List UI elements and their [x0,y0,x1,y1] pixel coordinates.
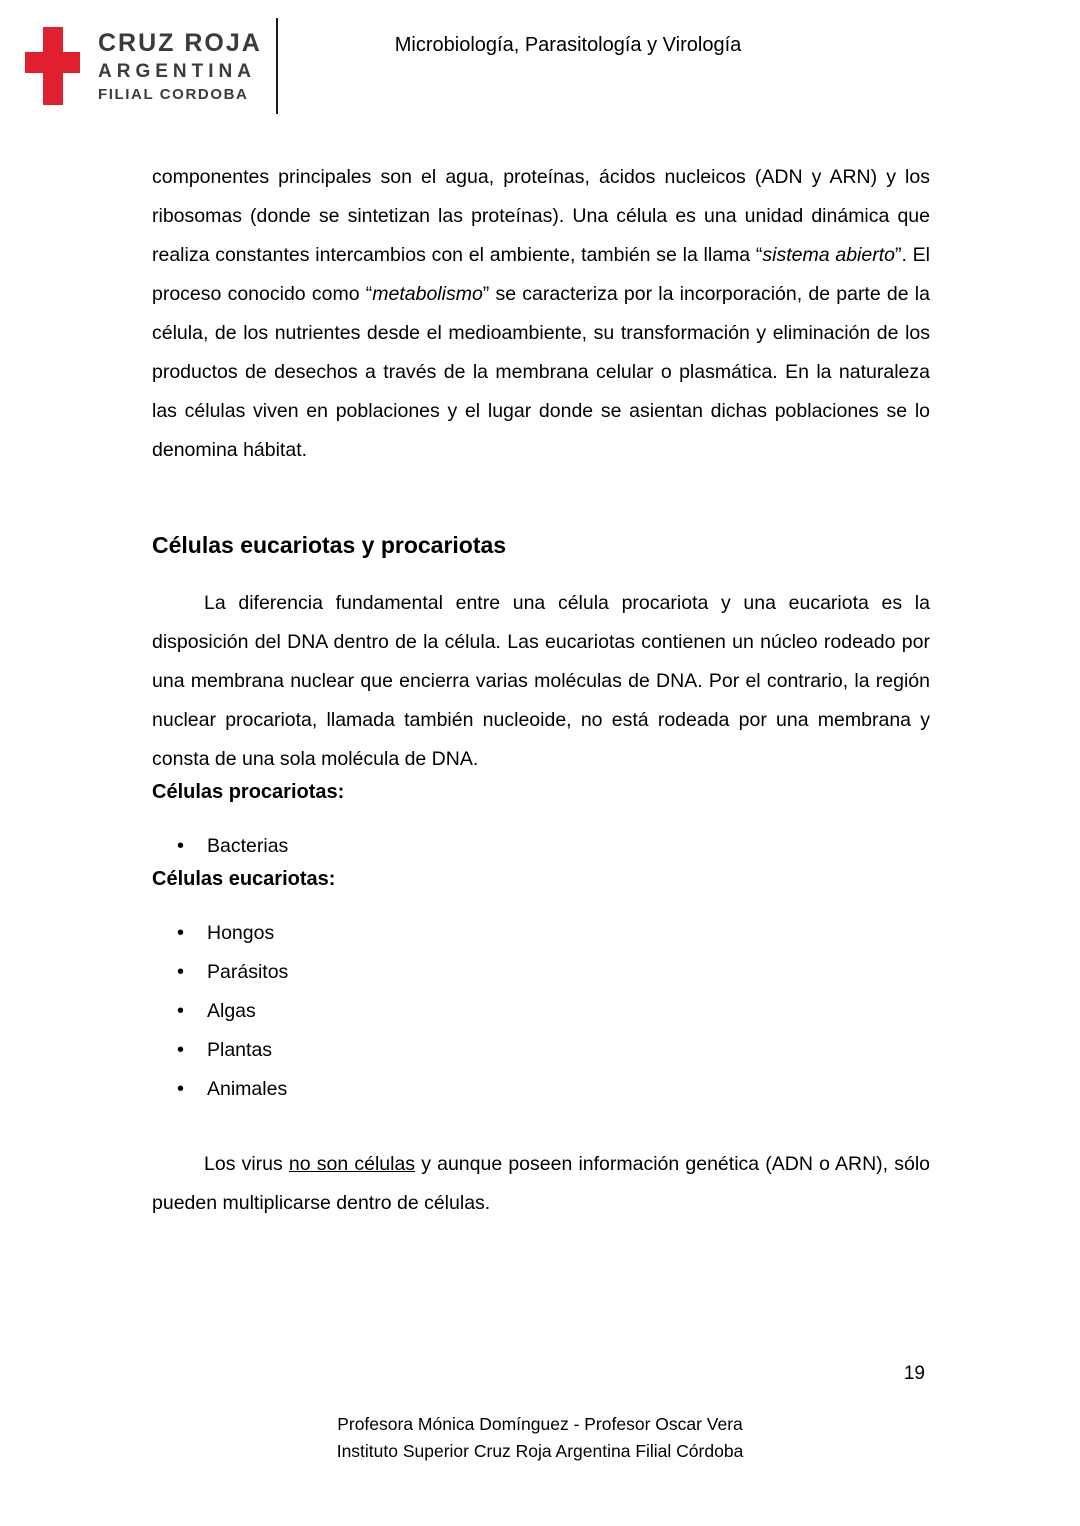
paragraph-virus [152,1145,930,1223]
subheading-eucariotas: Células eucariotas: [152,868,336,890]
document-title: Microbiología, Parasitología y Virología [394,34,742,56]
list-item-label: Plantas [207,1039,273,1061]
logo-line-cruz-roja: CRUZ ROJA [98,28,262,57]
list-eucariotas [152,914,930,1109]
list-item-bacterias [152,827,930,866]
list-item-label: Bacterias [207,835,289,857]
paragraph-text: ” se caracteriza por la incorporación, de parte de la célula, de los nutrientes desde el medioambiente, su transformación y eliminación de los productos de desechos a través de la membrana celular o plasmática. En la naturaleza las células viven en poblaciones y el lugar donde se asientan dichas poblaciones se lo denomina hábitat. [152,283,930,461]
italic-sistema-abierto: sistema abierto [762,244,895,266]
paragraph-text: Los virus [204,1153,289,1175]
list-item-label: Parásitos [207,961,289,983]
underlined-no-son-celulas: no son células [288,1153,416,1175]
bullet-icon: • [177,1000,185,1022]
list-item-label: Hongos [207,922,275,944]
list-item-plantas [152,1031,930,1070]
logo-line-filial-cordoba: FILIAL CORDOBA [98,85,249,103]
subheading-procariotas: Células procariotas: [152,781,345,803]
bullet-icon: • [177,1078,185,1100]
red-cross-icon [25,27,80,105]
logo-line-argentina: ARGENTINA [98,60,256,82]
list-item-animales [152,1070,930,1109]
bullet-icon: • [177,835,185,857]
paragraph-text: ”. El proceso conocido como “ [152,244,930,305]
page-footer [0,1411,1080,1465]
bullet-icon: • [177,1039,185,1061]
italic-metabolismo: metabolismo [372,283,483,305]
paragraph-dna-difference: La diferencia fundamental entre una célula procariota y una eucariota es la disposición del DNA dentro de la célula. Las eucariotas contienen un núcleo rodeado por una membrana nuclear que encierra varias moléculas de DNA. Por el contrario, la región nuclear procariota, llamada también nucleoide, no está rodeada por una membrana y consta de una sola molécula de DNA. [152,592,930,770]
footer-line-professors: Profesora Mónica Domínguez - Profesor Oscar Vera [337,1414,743,1434]
footer-line-institute: Instituto Superior Cruz Roja Argentina Filial Córdoba [336,1441,744,1461]
list-item-label: Animales [207,1078,288,1100]
paragraph-text: y aunque poseen información genética (ADN o ARN), sólo pueden multiplicarse dentro de células. [152,1153,931,1214]
red-cross-horizontal-bar [25,52,80,73]
list-item-algas [152,992,930,1031]
list-procariotas [152,827,930,866]
page-number: 19 [903,1363,925,1384]
section-heading-celulas: Células eucariotas y procariotas [152,532,507,558]
bullet-icon: • [177,922,185,944]
document-content [152,0,930,1223]
list-item-hongos [152,914,930,953]
list-item-label: Algas [207,1000,256,1022]
paragraph-cell-components [152,158,930,470]
paragraph-text: componentes principales son el agua, proteínas, ácidos nucleicos (ADN y ARN) y los ribosomas (donde se sintetizan las proteínas). Una célula es una unidad dinámica que realiza constantes intercambios con el ambiente, también se la llama “ [152,166,930,266]
list-item-parasitos [152,953,930,992]
bullet-icon: • [177,961,185,983]
